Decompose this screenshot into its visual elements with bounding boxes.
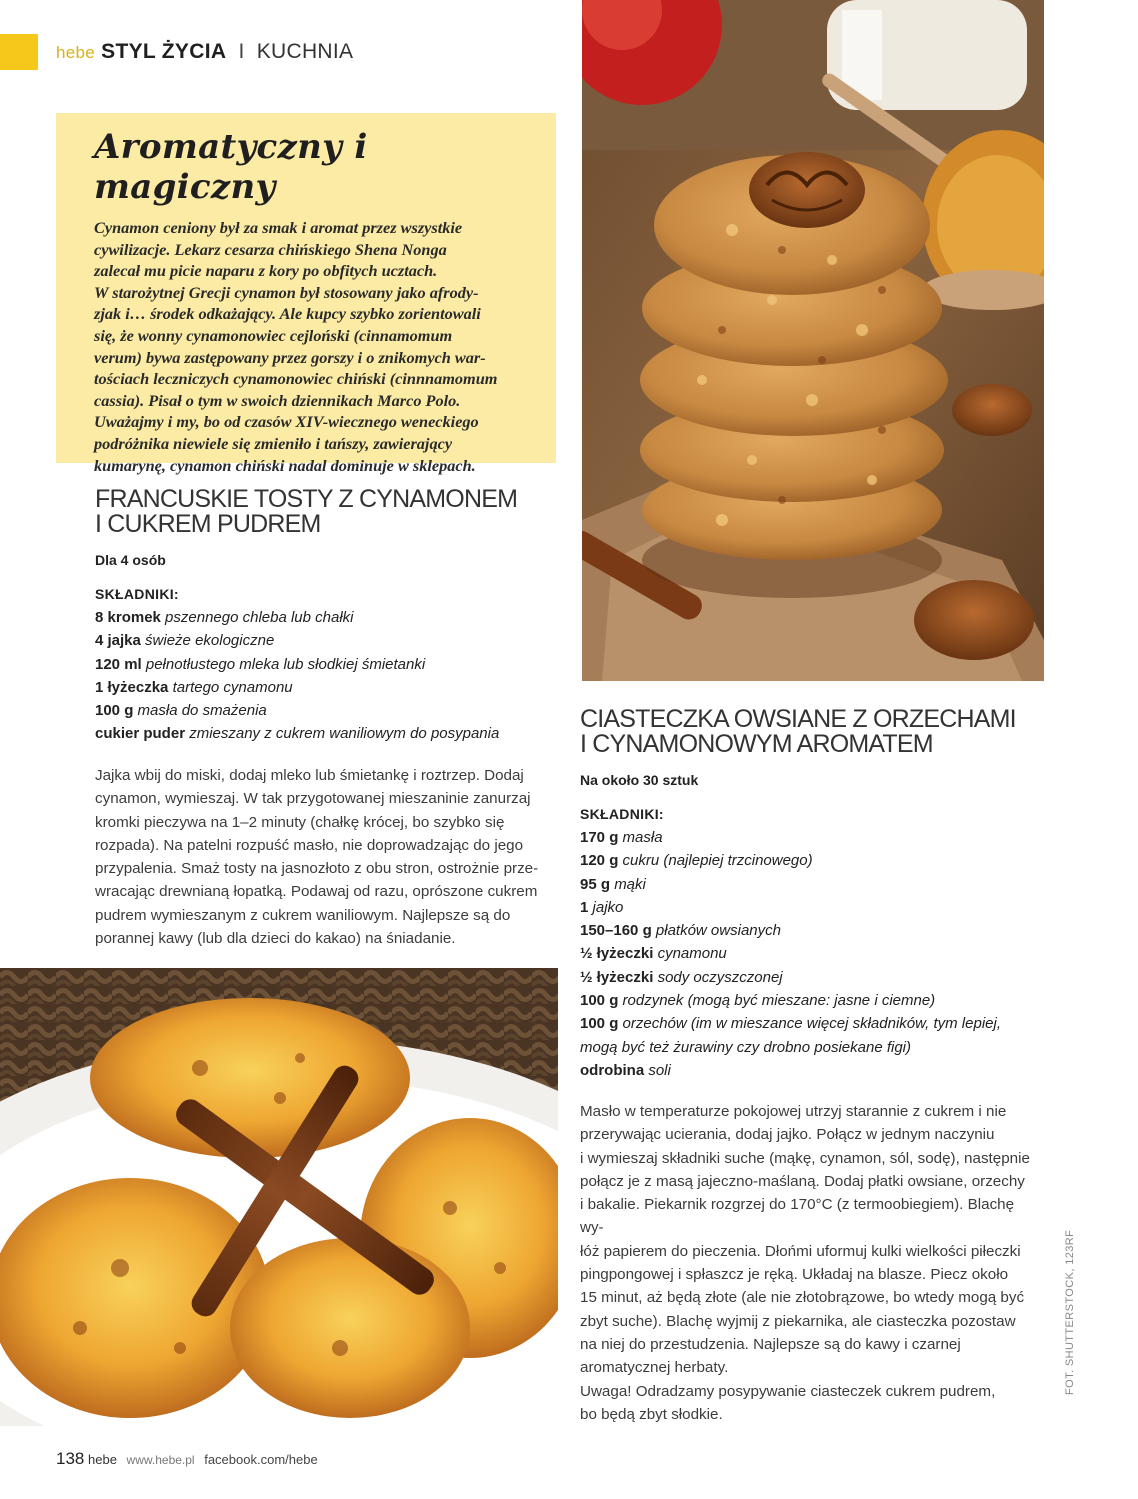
photo-credit: FOT. SHUTTERSTOCK, 123RF — [1064, 1229, 1076, 1395]
ingredient-item: ½ łyżeczki cynamonu — [580, 945, 727, 963]
method-line: rozpada). Na patelni rozpuść masło, nie doprowadzając do jego — [95, 836, 524, 854]
subsection-name: KUCHNIA — [256, 40, 354, 63]
ingredient-item: 4 jajka świeże ekologiczne — [95, 632, 275, 650]
info-line: verum) bywa zastępowany przez gorszy i o znikomych war- — [94, 347, 486, 367]
recipe2-ingredients-label: SKŁADNIKI: — [580, 806, 664, 822]
french-toast-photo — [0, 968, 558, 1426]
method-line: cynamon, wymieszaj. W tak przygotowanej mieszaninie zanurzaj — [95, 790, 531, 808]
info-line: cywilizacje. Lekarz cesarza chińskiego Shena Nonga — [94, 239, 447, 259]
section-header — [56, 40, 353, 64]
ingredient-item: 8 kromek pszennego chleba lub chałki — [95, 609, 354, 626]
footer-social: facebook.com/hebe — [204, 1452, 318, 1467]
ingredient-item: ½ łyżeczki sody oczyszczonej — [580, 968, 783, 986]
method-line: bo będą zbyt słodkie. — [580, 1405, 723, 1423]
method-line: pingpongowej i spłaszcz je ręką. Układaj na blasze. Piecz około — [580, 1266, 1009, 1284]
ingredient-item: 100 g orzechów (im w mieszance więcej składników, tym lepiej, mogą być też żurawiny czy drobno posiekane figi) — [580, 1015, 1001, 1056]
section-name: STYL ŻYCIA — [101, 40, 227, 63]
ingredient-item: 100 g rodzynek (mogą być mieszane: jasne i ciemne) — [580, 992, 936, 1010]
recipe2-ingredients — [580, 826, 1025, 1082]
recipe2-servings: Na około 30 sztuk — [580, 772, 699, 788]
cookies-photo — [582, 0, 1044, 681]
ingredient-item: 120 g cukru (najlepiej trzcinowego) — [580, 852, 813, 870]
ingredient-item: 1 jajko — [580, 898, 624, 916]
method-line: porannej kawy (lub dla dzieci do kakao) na śniadanie. — [95, 930, 456, 948]
info-box-title: Aromatyczny i magiczny — [94, 127, 368, 207]
recipe1-title: FRANCUSKIE TOSTY Z CYNAMONEM I CUKREM PUDREM — [95, 485, 518, 538]
method-line: 15 minut, aż będą złote (ale nie złotobrązowe, bo wtedy mogą być — [580, 1289, 1025, 1307]
method-line: Uwaga! Odradzamy posypywanie ciasteczek cukrem pudrem, — [580, 1382, 996, 1400]
ingredient-item: 1 łyżeczka tartego cynamonu — [95, 678, 293, 696]
recipe1-ingredients-label: SKŁADNIKI: — [95, 586, 179, 602]
page-footer — [56, 1449, 318, 1469]
method-line: kromki pieczywa na 1–2 minuty (chałkę krócej, bo szybko się — [95, 813, 505, 831]
method-line: połącz je z masą jajeczno-maślaną. Dodaj płatki owsiane, orzechy — [580, 1172, 1025, 1190]
recipe1-servings: Dla 4 osób — [95, 552, 166, 568]
info-line: kumarynę, cynamon chiński nadal dominuje w sklepach. — [94, 455, 476, 475]
info-box-text — [94, 217, 538, 476]
ingredient-item: 100 g masła do smażenia — [95, 702, 267, 720]
ingredient-item: 170 g masła — [580, 829, 663, 846]
footer-brand: hebe — [88, 1452, 117, 1467]
method-line: łóż papierem do pieczenia. Dłońmi uformuj kulki wielkości piłeczki — [580, 1242, 1021, 1260]
footer-website: www.hebe.pl — [126, 1453, 195, 1467]
method-line: zbyt suche). Blachę wyjmij z piekarnika, ale ciasteczka pozostaw — [580, 1312, 1016, 1330]
info-line: cassia). Pisał o tym w swoich dziennikach Marco Polo. — [94, 390, 461, 410]
method-line: Jajka wbij do miski, dodaj mleko lub śmietankę i roztrzep. Dodaj — [95, 767, 524, 784]
recipe1-method — [95, 764, 565, 950]
info-line: się, że wonny cynamonowiec cejloński (cinnamomum — [94, 325, 453, 345]
info-line: zalecał mu picie naparu z kory po obfitych ucztach. — [94, 261, 438, 281]
method-line: pudrem wymieszanym z cukrem waniliowym. Najlepsze są do — [95, 906, 511, 924]
method-line: i wymieszaj składniki suche (mąkę, cynamon, sól, sodę), następnie — [580, 1149, 1030, 1167]
info-line: tościach leczniczych cynamonowiec chiński (cinnnamomum — [94, 369, 498, 389]
page-number: 138 — [56, 1449, 85, 1468]
ingredient-item: 95 g mąki — [580, 875, 646, 893]
method-line: Masło w temperaturze pokojowej utrzyj starannie z cukrem i nie — [580, 1103, 1007, 1120]
info-line: podróżnika niewiele się zmieniło i tańszy, zawierający — [94, 433, 453, 453]
method-line: przerywając ucierania, dodaj jajko. Połącz w jednym naczyniu — [580, 1126, 995, 1144]
brand-logo: hebe — [56, 43, 96, 62]
recipe2-method — [580, 1100, 1040, 1426]
recipe2-title: CIASTECZKA OWSIANE Z ORZECHAMI I CYNAMONOWYM AROMATEM — [580, 705, 1016, 758]
method-line: na niej do przestudzenia. Najlepsze są do kawy i czarnej — [580, 1335, 961, 1353]
ingredient-item: cukier puder zmieszany z cukrem waniliowym do posypania — [95, 725, 500, 743]
info-line: W starożytnej Grecji cynamon był stosowany jako afrody- — [94, 282, 479, 302]
method-line: przypalenia. Smaż tosty na jasnozłoto z obu stron, ostrożnie prze- — [95, 860, 539, 878]
section-color-tab — [0, 34, 38, 70]
info-line: Cynamon ceniony był za smak i aromat przez wszystkie — [94, 218, 463, 237]
ingredient-item: odrobina soli — [580, 1061, 671, 1079]
ingredient-item: 120 ml pełnotłustego mleka lub słodkiej śmietanki — [95, 655, 426, 673]
info-line: zjak i… środek odkażający. Ale kupcy szybko zorientowali — [94, 304, 481, 324]
method-line: i bakalie. Piekarnik rozgrzej do 170°C (z termoobiegiem). Blachę wy- — [580, 1196, 1015, 1237]
cinnamon-info-box — [56, 113, 556, 475]
method-line: wracając drewnianą łopatką. Podawaj od razu, oprószone cukrem — [95, 883, 538, 901]
info-line: Uważajmy i my, bo od czasów XIV-wiecznego weneckiego — [94, 412, 479, 432]
ingredient-item: 150–160 g płatków owsianych — [580, 922, 781, 940]
method-line: aromatycznej herbaty. — [580, 1359, 729, 1377]
section-separator: I — [238, 40, 245, 63]
recipe1-ingredients — [95, 606, 555, 746]
